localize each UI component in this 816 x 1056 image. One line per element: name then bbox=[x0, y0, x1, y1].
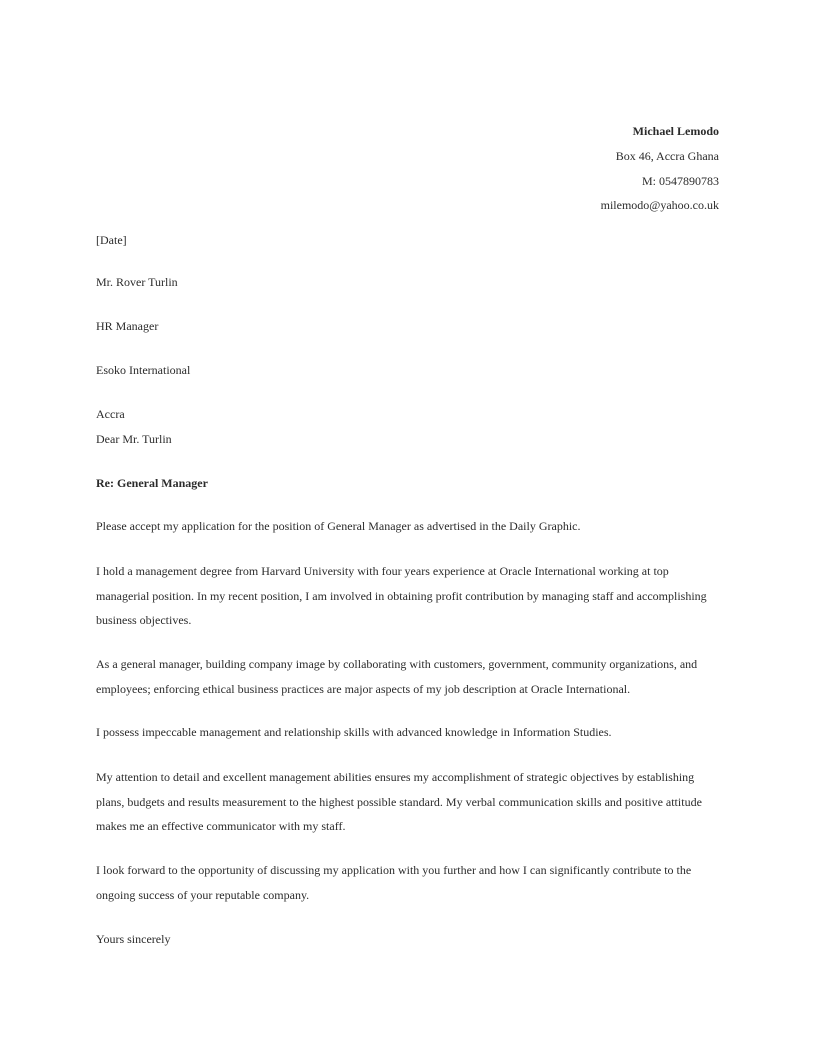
body-paragraph-1: Please accept my application for the position of General Manager as advertised in the Daily Graphic. bbox=[96, 519, 581, 533]
closing: Yours sincerely bbox=[96, 932, 171, 946]
letter-date: [Date] bbox=[96, 233, 127, 247]
salutation: Dear Mr. Turlin bbox=[96, 432, 172, 446]
sender-email: milemodo@yahoo.co.uk bbox=[600, 198, 719, 212]
body-paragraph-5: My attention to detail and excellent management abilities ensures my accomplishment of strategic objectives by establishing plans, budgets and results measurement to the highest possible standard. My verbal communication skills and positive attitude makes me an effective communicator with my staff. bbox=[96, 770, 702, 833]
recipient-city: Accra bbox=[96, 407, 125, 421]
recipient-name: Mr. Rover Turlin bbox=[96, 275, 178, 289]
sender-mobile: M: 0547890783 bbox=[641, 174, 719, 188]
body-paragraph-6: I look forward to the opportunity of discussing my application with you further and how I can significantly contribute to the ongoing success of your reputable company. bbox=[96, 863, 692, 902]
sender-name: Michael Lemodo bbox=[632, 124, 719, 138]
body-paragraph-3: As a general manager, building company image by collaborating with customers, government, community organizations, and employees; enforcing ethical business practices are major aspects of my job description at Oracle International. bbox=[96, 657, 698, 696]
subject-line: Re: General Manager bbox=[96, 476, 208, 490]
recipient-company: Esoko International bbox=[96, 363, 191, 377]
body-paragraph-4: I possess impeccable management and relationship skills with advanced knowledge in Information Studies. bbox=[96, 725, 612, 739]
sender-address: Box 46, Accra Ghana bbox=[615, 149, 719, 163]
body-paragraph-2: I hold a management degree from Harvard University with four years experience at Oracle International working at top managerial position. In my recent position, I am involved in obtaining profit contribution by managing staff and accomplishing business objectives. bbox=[96, 564, 707, 627]
recipient-title: HR Manager bbox=[96, 319, 159, 333]
